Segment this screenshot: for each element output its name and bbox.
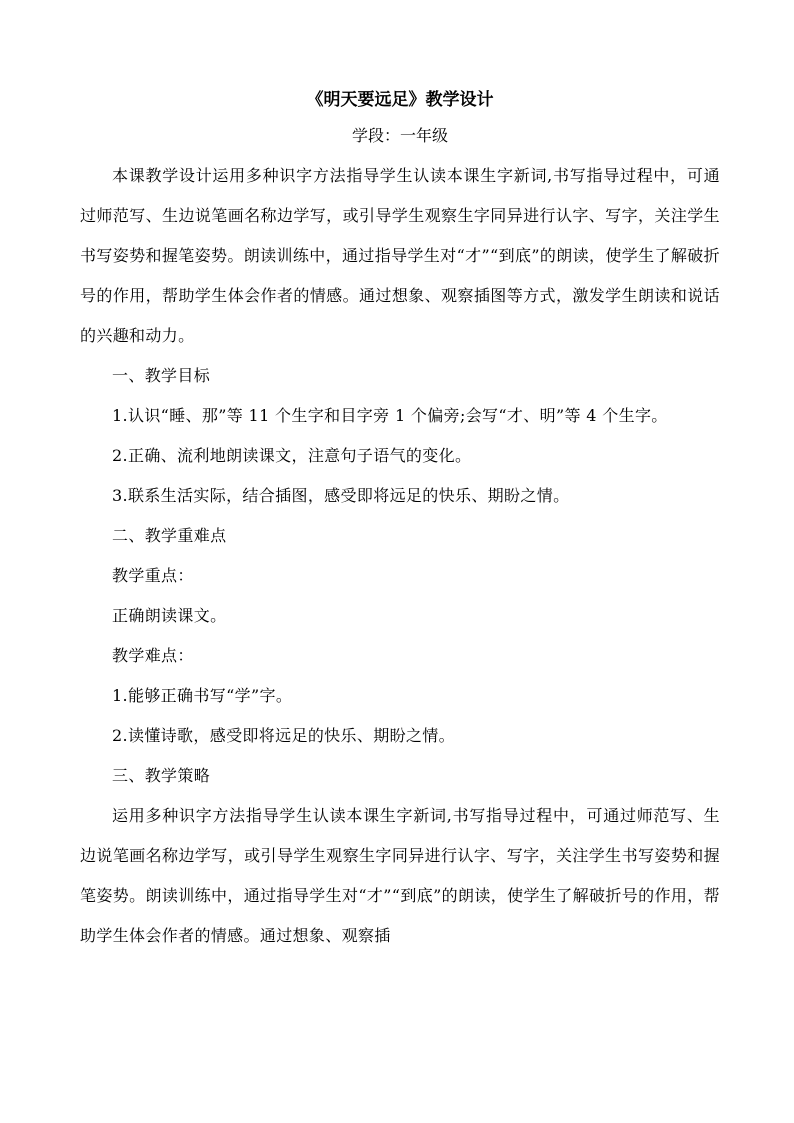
document-page xyxy=(80,84,720,956)
grade-level: 学段：一年级 xyxy=(351,126,448,145)
section-heading-objectives: 一、教学目标 xyxy=(112,366,211,385)
difficult-point-item-1: 1.能够正确书写“学”字。 xyxy=(112,686,293,705)
section-heading-strategy: 三、教学策略 xyxy=(112,766,211,785)
strategy-paragraph: 运用多种识字方法指导学生认读本课生字新词,书写指导过程中，可通过师范写、生边说笔画名称边学写，或引导学生观察生字同异进行认字、写字，关注学生书写姿势和握笔姿势。朗读训练中，通过指导学生对“才”“到底”的朗读，使学生了解破折号的作用，帮助学生体会作者的情感。通过想象、观察插 xyxy=(80,806,720,945)
intro-paragraph: 本课教学设计运用多种识字方法指导学生认读本课生字新词,书写指导过程中，可通过师范写、生边说笔画名称边学写，或引导学生观察生字同异进行认字、写字，关注学生书写姿势和握笔姿势。朗读训练中，通过指导学生对“才”“到底”的朗读，使学生了解破折号的作用，帮助学生体会作者的情感。通过想象、观察插图等方式，激发学生朗读和说话的兴趣和动力。 xyxy=(80,166,720,345)
objective-item-2: 2.正确、流利地朗读课文，注意句子语气的变化。 xyxy=(112,446,472,465)
key-point-item: 正确朗读课文。 xyxy=(112,606,227,625)
difficult-point-label: 教学难点： xyxy=(112,646,194,665)
objective-item-3: 3.联系生活实际，结合插图，感受即将远足的快乐、期盼之情。 xyxy=(112,486,570,505)
objective-item-1: 1.认识“睡、那”等 11 个生字和目字旁 1 个偏旁;会写“才、明”等 4 个生字。 xyxy=(112,406,668,425)
section-heading-key-points: 二、教学重难点 xyxy=(112,526,227,545)
key-point-label: 教学重点： xyxy=(112,566,194,585)
document-title: 《明天要远足》教学设计 xyxy=(306,90,494,110)
difficult-point-item-2: 2.读懂诗歌，感受即将远足的快乐、期盼之情。 xyxy=(112,726,455,745)
